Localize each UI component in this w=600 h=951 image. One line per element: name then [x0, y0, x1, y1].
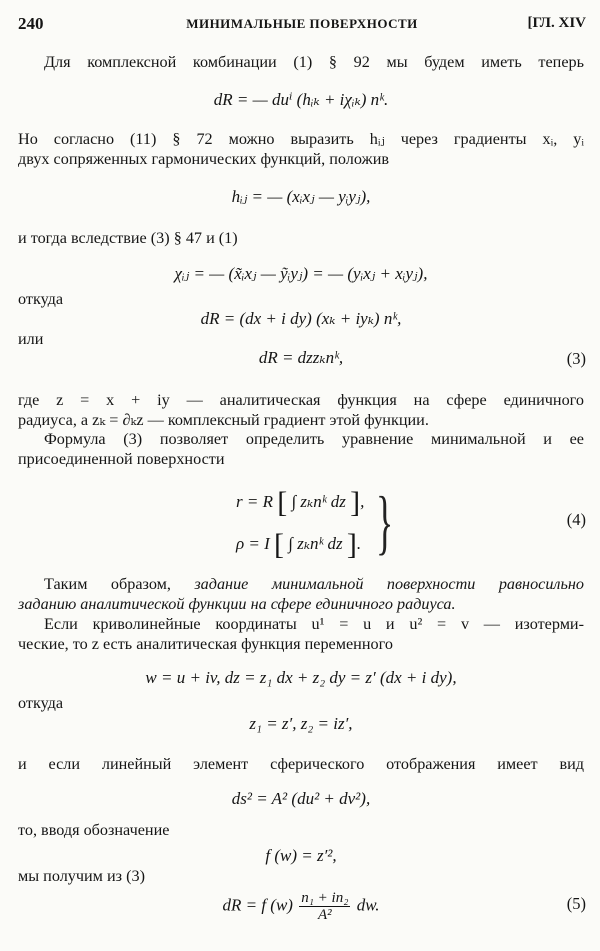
- fraction-numerator: n₁ + in₂: [301, 890, 349, 906]
- paragraph-7-line-2: присоединенной поверхности: [18, 450, 225, 468]
- bracket-open-icon: [: [274, 528, 285, 561]
- equation-dR-1: dR = — duⁱ (hᵢₖ + iχᵢₖ) nᵏ.: [213, 90, 389, 109]
- paragraph-6-line-2: радиуса, а zₖ = ∂ₖz — комплексный градиент этой функции.: [18, 411, 429, 429]
- equation-r-end: ,: [360, 492, 365, 511]
- equation-number-5: (5): [566, 894, 586, 913]
- equation-dR-5-rhs: dw.: [356, 895, 380, 915]
- bracket-open-icon: [: [277, 486, 288, 519]
- page-number: 240: [18, 14, 44, 33]
- fraction: [299, 890, 350, 923]
- equation-dR-5-lhs: dR = f (w): [222, 895, 293, 915]
- chapter-label: [ГЛ. XIV: [527, 15, 586, 31]
- equation-fw: f (w) = z′²,: [265, 846, 337, 865]
- paragraph-8-line-2: заданию аналитической функции на сфере единичного радиуса.: [18, 595, 456, 613]
- paragraph-8-plain: Таким образом,: [44, 575, 195, 593]
- paragraph-6-line-1: где z = x + iy — аналитическая функция на сфере единичного: [18, 391, 584, 409]
- paragraph-12: то, вводя обозначение: [18, 821, 170, 839]
- equation-number-3: (3): [566, 349, 586, 368]
- equation-dR-3: dR = dzzₖnᵏ,: [258, 348, 344, 367]
- bracket-close-icon: ]: [346, 528, 357, 561]
- paragraph-4: откуда: [18, 290, 64, 308]
- paragraph-2-line-2: двух сопряженных гармонических функций, положив: [18, 150, 390, 168]
- equation-rho: [236, 528, 361, 562]
- equation-rho-end: .: [356, 534, 362, 553]
- equation-rho-lhs: ρ = I: [236, 534, 270, 553]
- equation-z1-z2: z₁ = z′, z₂ = iz′,: [249, 714, 353, 733]
- paragraph-11: и если линейный элемент сферического отображения имеет вид: [18, 755, 584, 773]
- bracket-close-icon: ]: [350, 486, 361, 519]
- paragraph-8-line-1: [18, 574, 584, 594]
- equation-w: w = u + iv, dz = z₁ dx + z₂ dy = z′ (dx + i dy),: [145, 668, 457, 687]
- paragraph-5: или: [18, 330, 44, 348]
- paragraph-13: мы получим из (3): [18, 867, 145, 885]
- right-brace-icon: }: [376, 482, 394, 562]
- paragraph-10: откуда: [18, 694, 64, 712]
- paragraph-7-line-1: Формула (3) позволяет определить уравнение минимальной и ее: [44, 430, 584, 448]
- paragraph-9-line-1: Если криволинейные координаты u¹ = u и u² = v — изотерми-: [44, 615, 584, 633]
- paragraph-3: и тогда вследствие (3) § 47 и (1): [18, 229, 238, 247]
- paragraph-2-line-1: Но согласно (11) § 72 можно выразить hᵢⱼ через градиенты xᵢ, yᵢ: [18, 130, 584, 148]
- equation-number-4: (4): [566, 510, 586, 529]
- equation-dR-5: [18, 890, 584, 923]
- running-title: МИНИМАЛЬНЫЕ ПОВЕРХНОСТИ: [186, 16, 418, 31]
- equation-r-integral: ∫ zₖnᵏ dz: [291, 492, 346, 511]
- equation-dR-2: dR = (dx + i dy) (xₖ + iyₖ) nᵏ,: [200, 309, 402, 328]
- equation-r: [236, 486, 364, 520]
- page-header: [18, 14, 586, 36]
- equation-r-lhs: r = R: [236, 492, 273, 511]
- equation-rho-integral: ∫ zₖnᵏ dz: [288, 534, 343, 553]
- paragraph-1: Для комплексной комбинации (1) § 92 мы будем иметь теперь: [44, 53, 584, 71]
- equation-chi: χᵢⱼ = — (x̃ᵢxⱼ — ỹᵢyⱼ) = — (yᵢxⱼ + xᵢyⱼ),: [174, 264, 428, 283]
- paragraph-9-line-2: ческие, то z есть аналитическая функция переменного: [18, 635, 393, 653]
- equation-ds2: ds² = A² (du² + dv²),: [231, 789, 371, 808]
- equation-h: hᵢⱼ = — (xᵢxⱼ — yᵢyⱼ),: [231, 187, 371, 206]
- fraction-denominator: A²: [318, 907, 332, 923]
- paragraph-8-italic-1: задание минимальной поверхности равносильно: [194, 575, 584, 593]
